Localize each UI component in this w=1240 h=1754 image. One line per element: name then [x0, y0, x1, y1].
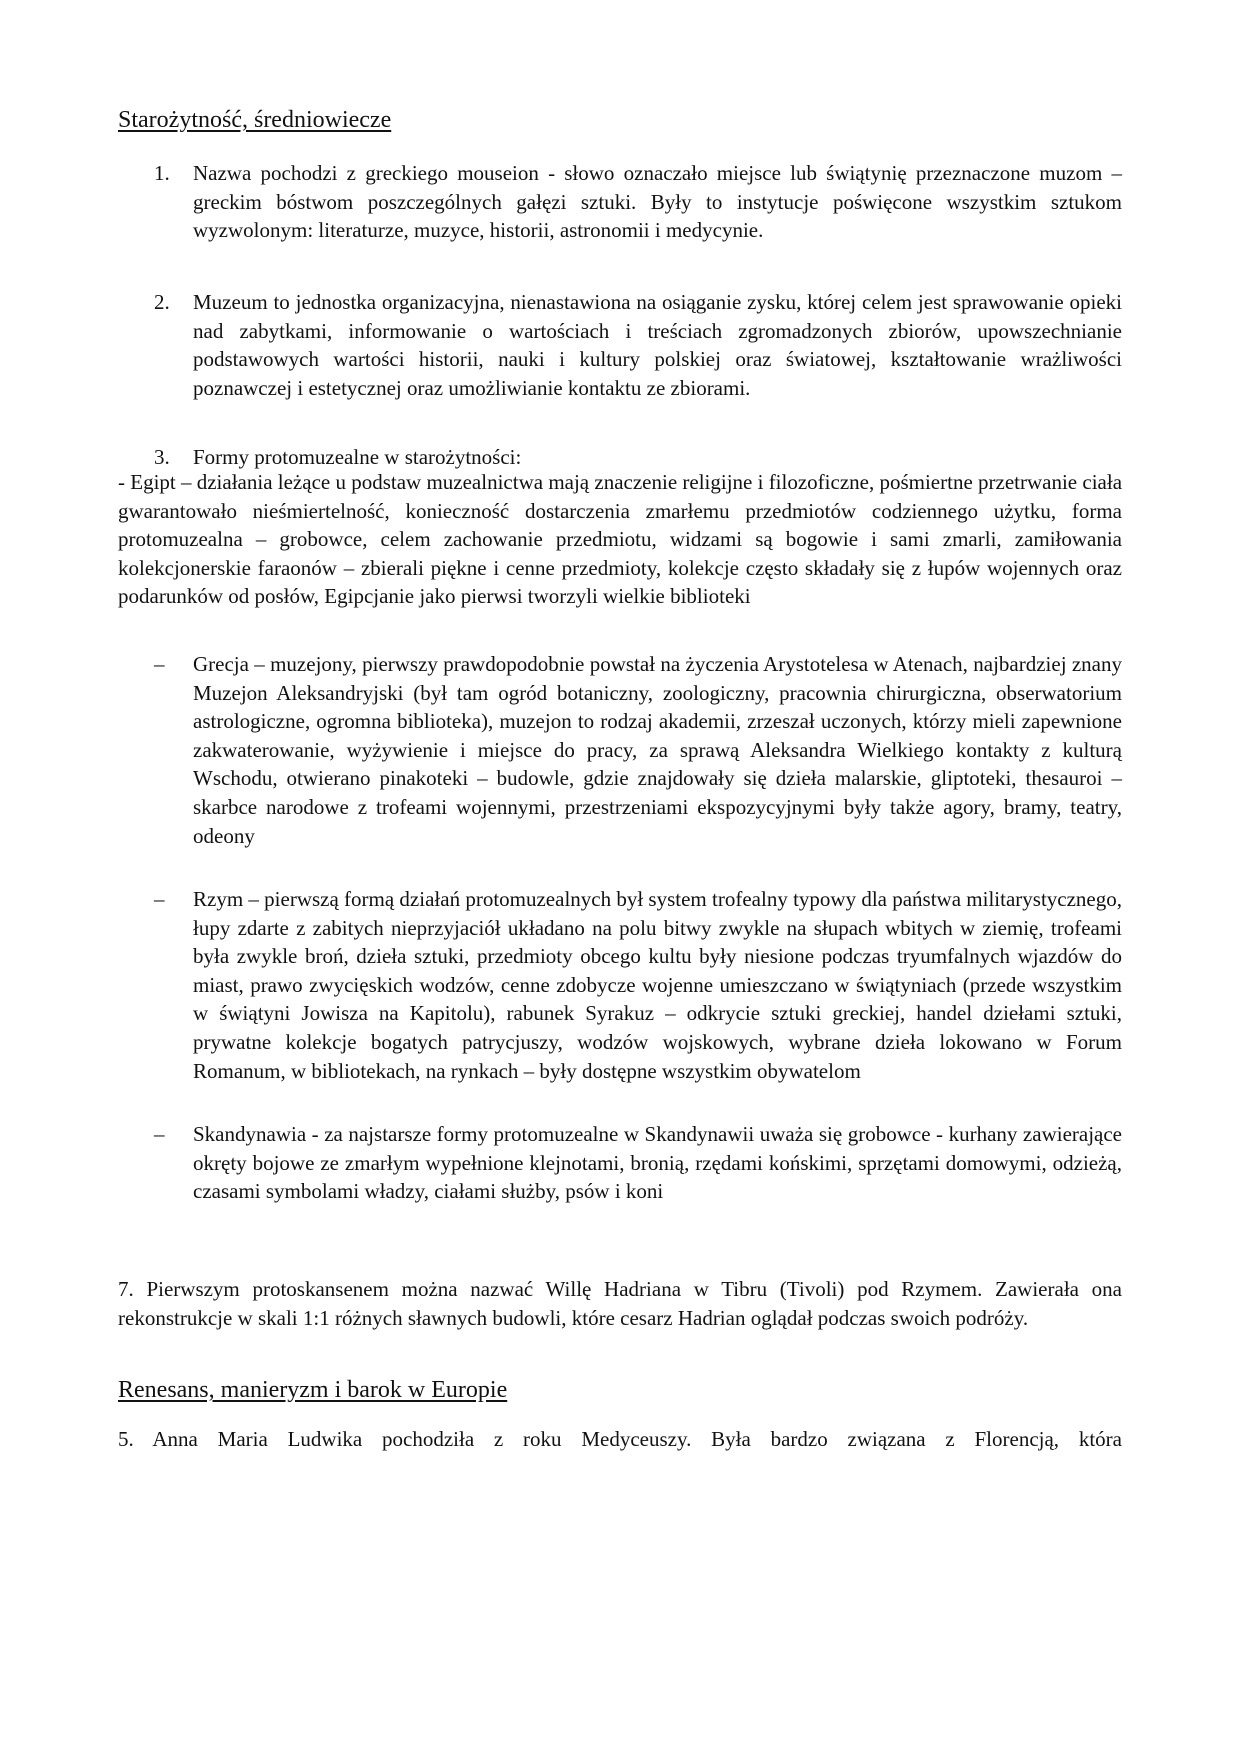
dash-marker-rome: – — [154, 887, 165, 911]
list-number-1: 1. — [154, 161, 170, 185]
list-item-1: Nazwa pochodzi z greckiego mouseion - słowo oznaczało miejsce lub świątynię przeznaczone muzom – greckim bóstwom poszczególnych gałęzi sztuki. Były to instytucje poświęcone wszystkim sztukom wyzwolonym: literaturze, muzyce, historii, astronomii i medycynie. — [193, 161, 1122, 243]
dash-marker-greece: – — [154, 652, 165, 676]
dash-marker-scandinavia: – — [154, 1122, 165, 1146]
list-number-2: 2. — [154, 290, 170, 314]
dash-item-scandinavia: Skandynawia - za najstarsze formy protomuzealne w Skandynawii uważa się grobowce - kurhany zawierające okręty bojowe ze zmarłym wypełnione klejnotami, bronią, rzędami końskimi, sprzętami domowymi, odzieżą, czasami symbolami władzy, ciałami służby, psów i koni — [193, 1122, 1122, 1204]
dash-item-greece: Grecja – muzejony, pierwszy prawdopodobnie powstał na życzenia Arystotelesa w Atenach, najbardziej znany Muzejon Aleksandryjski (był tam ogród botaniczny, zoologiczny, pracownia chirurgiczna, obserwatorium astrologiczne, ogromna biblioteka), muzejon to rodzaj akademii, zrzeszał uczonych, którzy mieli zapewnione zakwaterowanie, wyżywienie i miejsce do pracy, za sprawą Aleksandra Wielkiego kontakty z kulturą Wschodu, otwierano pinakoteki – budowle, gdzie znajdowały się dzieła malarskie, gliptoteki, thesauroi – skarbce narodowe z trofeami wojennymi, przestrzeniami ekspozycyjnymi były także agory, bramy, teatry, odeony — [193, 652, 1122, 848]
paragraph-egypt: - Egipt – działania leżące u podstaw muzealnictwa mają znaczenie religijne i filozoficzne, pośmiertne przetrwanie ciała gwarantowało nieśmiertelność, konieczność dostarczenia zmarłemu przedmiotów codziennego użytku, forma protomuzealna – grobowce, celem zachowanie przedmiotu, widzami są bogowie i sami zmarli, zamiłowania kolekcjonerskie faraonów – zbierali piękne i cenne przedmioty, kolekcje często składały się z łupów wojennych oraz podarunków od posłów, Egipcjanie jako pierwsi tworzyli wielkie biblioteki — [118, 470, 1123, 609]
list-item-2: Muzeum to jednostka organizacyjna, nienastawiona na osiąganie zysku, której celem jest sprawowanie opieki nad zabytkami, informowanie o wartościach i treściach zgromadzonych zbiorów, upowszechnianie podstawowych wartości historii, nauki i kultury polskiej oraz światowej, kształtowanie wrażliwości poznawczej i estetycznej oraz umożliwianie kontaktu ze zbiorami. — [193, 290, 1122, 400]
section-heading-renaissance: Renesans, manieryzm i barok w Europie — [118, 1377, 508, 1403]
paragraph-7: 7. Pierwszym protoskansenem można nazwać Willę Hadriana w Tibru (Tivoli) pod Rzymem. Zawierała ona rekonstrukcje w skali 1:1 różnych sławnych budowli, które cesarz Hadrian oglądał podczas swoich podróży. — [118, 1277, 1122, 1330]
dash-item-rome: Rzym – pierwszą formą działań protomuzealnych był system trofealny typowy dla państwa militarystycznego, łupy zdarte z zabitych nieprzyjaciół układano na polu bitwy zwykle na słupach wbitych w ziemię, trofeami była zwykle broń, dzieła sztuki, przedmioty obcego kultu były niesione podczas tryumfalnych wjazdów do miast, prawo zwycięskich wodzów, cenne zdobycze wojenne umieszczano w świątyniach (przede wszystkim w świątyni Jowisza na Kapitolu), rabunek Syrakuz – odkrycie sztuki greckiej, handel dziełami sztuki, prywatne kolekcje bogatych patrycjuszy, wodzów wojskowych, wybrane dzieła lokowano w Forum Romanum, w bibliotekach, na rynkach – były dostępne wszystkim obywatelom — [193, 887, 1122, 1083]
list-number-3: 3. — [154, 445, 170, 469]
section-heading-antiquity: Starożytność, średniowiecze — [118, 107, 392, 133]
paragraph-5: 5. Anna Maria Ludwika pochodziła z roku Medyceuszy. Była bardzo związana z Florencją, która — [118, 1427, 1122, 1451]
list-item-3: Formy protomuzealne w starożytności: — [193, 445, 522, 469]
